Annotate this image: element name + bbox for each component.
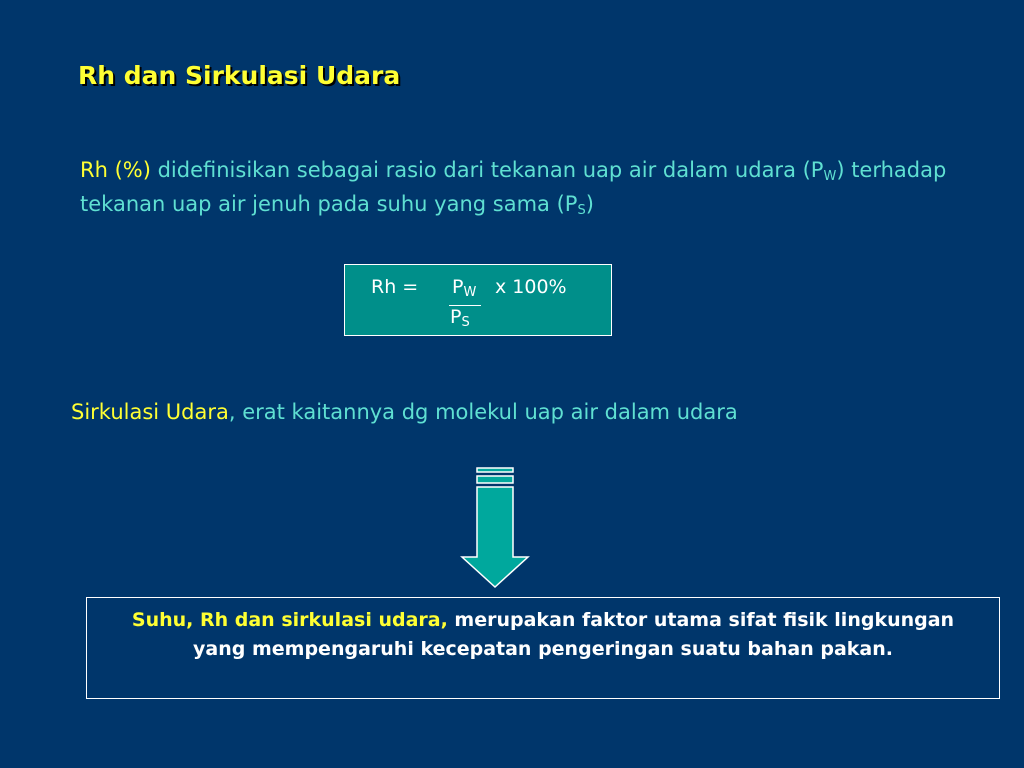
circulation-text: , erat kaitannya dg molekul uap air dalam udara xyxy=(228,400,738,424)
formula-denominator xyxy=(450,306,470,328)
definition-text-1: didefinisikan sebagai rasio dari tekanan uap air dalam udara (P xyxy=(150,158,824,182)
conclusion-highlight: Suhu, Rh dan sirkulasi udara, xyxy=(131,609,448,631)
conclusion-text: merupakan faktor utama sifat fisik lingkungan yang mempengaruhi kecepatan pengeringan suatu bahan pakan. xyxy=(193,609,955,660)
definition-text-3: ) xyxy=(585,192,594,216)
slide-title: Rh dan Sirkulasi Udara xyxy=(78,61,401,90)
formula-numerator-symbol: P xyxy=(452,276,464,298)
down-arrow-icon xyxy=(460,466,530,590)
formula-numerator xyxy=(452,276,476,298)
definition-subscript-s: S xyxy=(577,203,586,218)
definition-term: Rh (%) xyxy=(80,158,151,182)
definition-paragraph xyxy=(80,153,980,221)
formula-denominator-symbol: P xyxy=(450,306,462,328)
circulation-term: Sirkulasi Udara xyxy=(71,400,229,424)
formula-numerator-subscript: W xyxy=(463,285,477,300)
definition-text-2: ) terhadap tekanan uap air jenuh pada suhu yang sama (P xyxy=(80,158,947,216)
formula-lhs: Rh = xyxy=(371,276,419,298)
formula-box xyxy=(344,264,612,336)
circulation-line xyxy=(71,400,738,424)
formula-denominator-subscript: S xyxy=(461,315,470,330)
conclusion-box xyxy=(86,597,1000,699)
formula-multiplier: x 100% xyxy=(495,276,567,298)
definition-subscript-w: W xyxy=(823,169,837,184)
